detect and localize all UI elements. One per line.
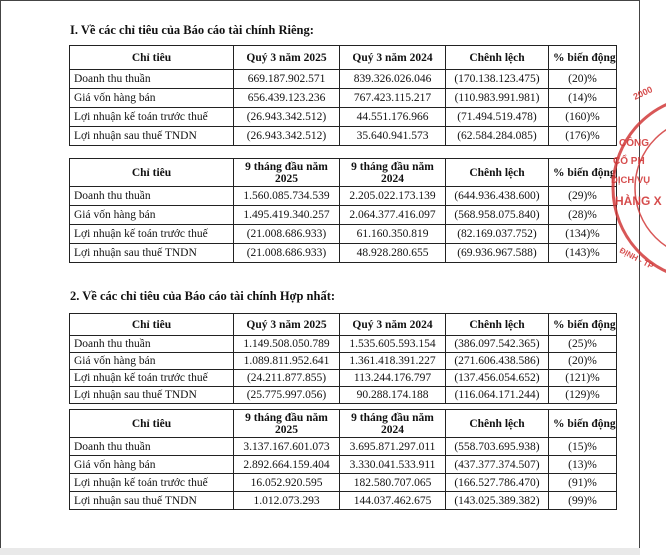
cell-current: (26.943.342.512) <box>234 127 340 146</box>
col-header-change: % biến động <box>549 159 617 187</box>
col-header-current: Quý 3 năm 2025 <box>234 46 340 70</box>
col-header-indicator: Chỉ tiêu <box>70 410 234 438</box>
row-label: Giá vốn hàng bán <box>70 456 234 474</box>
cell-prior: 3.330.041.533.911 <box>340 456 446 474</box>
table-row <box>70 89 617 108</box>
row-label: Lợi nhuận sau thuế TNDN <box>70 492 234 510</box>
cell-prior: 144.037.462.675 <box>340 492 446 510</box>
cell-difference: (143.025.389.382) <box>446 492 549 510</box>
cell-difference: (644.936.438.600) <box>446 187 549 206</box>
cell-current: 1.149.508.050.789 <box>234 336 340 353</box>
table-row <box>70 387 617 404</box>
col-header-indicator: Chỉ tiêu <box>70 159 234 187</box>
cell-difference: (437.377.374.507) <box>446 456 549 474</box>
row-label: Lợi nhuận sau thuế TNDN <box>70 244 234 263</box>
cell-change: (121)% <box>549 370 617 387</box>
table-row <box>70 70 617 89</box>
cell-current: 3.137.167.601.073 <box>234 438 340 456</box>
table-row <box>70 225 617 244</box>
col-header-prior: 9 tháng đầu năm 2024 <box>340 410 446 438</box>
cell-difference: (558.703.695.938) <box>446 438 549 456</box>
cell-prior: 61.160.350.819 <box>340 225 446 244</box>
cell-prior: 44.551.176.966 <box>340 108 446 127</box>
svg-text:HÀNG X: HÀNG X <box>615 194 662 208</box>
col-header-difference: Chênh lệch <box>446 46 549 70</box>
row-label: Doanh thu thuần <box>70 336 234 353</box>
cell-current: 1.560.085.734.539 <box>234 187 340 206</box>
table-row <box>70 456 617 474</box>
cell-change: (176)% <box>549 127 617 146</box>
cell-prior: 767.423.115.217 <box>340 89 446 108</box>
cell-current: 1.012.073.293 <box>234 492 340 510</box>
row-label: Lợi nhuận kế toán trước thuế <box>70 370 234 387</box>
row-label: Lợi nhuận sau thuế TNDN <box>70 127 234 146</box>
table-row <box>70 474 617 492</box>
cell-change: (15)% <box>549 438 617 456</box>
cell-prior: 1.361.418.391.227 <box>340 353 446 370</box>
section-2-title: 2. Về các chỉ tiêu của Báo cáo tài chính Hợp nhất: <box>70 289 336 303</box>
scan-edge <box>0 548 640 555</box>
cell-current: (21.008.686.933) <box>234 244 340 263</box>
cell-change: (20)% <box>549 353 617 370</box>
cell-current: 1.495.419.340.257 <box>234 206 340 225</box>
cell-change: (20)% <box>549 70 617 89</box>
cell-change: (143)% <box>549 244 617 263</box>
consolidated-q3-table <box>69 313 617 404</box>
col-header-current: 9 tháng đầu năm 2025 <box>234 410 340 438</box>
row-label: Doanh thu thuần <box>70 187 234 206</box>
col-header-change: % biến động <box>549 314 617 336</box>
svg-text:CỔ PH: CỔ PH <box>613 156 645 167</box>
cell-prior: 839.326.026.046 <box>340 70 446 89</box>
col-header-difference: Chênh lệch <box>446 159 549 187</box>
table-header-row <box>70 410 617 438</box>
table-row <box>70 492 617 510</box>
table-header-row <box>70 159 617 187</box>
cell-difference: (110.983.991.981) <box>446 89 549 108</box>
cell-change: (129)% <box>549 387 617 404</box>
row-label: Doanh thu thuần <box>70 438 234 456</box>
col-header-change: % biến động <box>549 46 617 70</box>
cell-difference: (568.958.075.840) <box>446 206 549 225</box>
row-label: Giá vốn hàng bán <box>70 353 234 370</box>
row-label: Giá vốn hàng bán <box>70 89 234 108</box>
cell-current: (25.775.997.056) <box>234 387 340 404</box>
cell-change: (13)% <box>549 456 617 474</box>
col-header-current: Quý 3 năm 2025 <box>234 314 340 336</box>
consolidated-9m-table <box>69 409 617 510</box>
cell-current: 656.439.123.236 <box>234 89 340 108</box>
cell-prior: 182.580.707.065 <box>340 474 446 492</box>
cell-difference: (271.606.438.586) <box>446 353 549 370</box>
cell-change: (134)% <box>549 225 617 244</box>
separate-9m-table <box>69 158 617 263</box>
svg-text:2000: 2000 <box>631 84 654 102</box>
cell-difference: (69.936.967.588) <box>446 244 549 263</box>
table-row <box>70 187 617 206</box>
cell-prior: 2.064.377.416.097 <box>340 206 446 225</box>
row-label: Giá vốn hàng bán <box>70 206 234 225</box>
col-header-difference: Chênh lệch <box>446 410 549 438</box>
cell-change: (28)% <box>549 206 617 225</box>
cell-current: 1.089.811.952.641 <box>234 353 340 370</box>
cell-current: (24.211.877.855) <box>234 370 340 387</box>
row-label: Lợi nhuận kế toán trước thuế <box>70 108 234 127</box>
row-label: Lợi nhuận sau thuế TNDN <box>70 387 234 404</box>
table-row <box>70 336 617 353</box>
table-row <box>70 108 617 127</box>
svg-text:DỊCH VỤ: DỊCH VỤ <box>611 175 651 186</box>
svg-text:ĐỊNH - TP: ĐỊNH - TP <box>618 245 655 272</box>
cell-difference: (386.097.542.365) <box>446 336 549 353</box>
cell-prior: 2.205.022.173.139 <box>340 187 446 206</box>
cell-difference: (137.456.054.652) <box>446 370 549 387</box>
cell-difference: (170.138.123.475) <box>446 70 549 89</box>
col-header-prior: Quý 3 năm 2024 <box>340 46 446 70</box>
col-header-difference: Chênh lệch <box>446 314 549 336</box>
table-row <box>70 127 617 146</box>
row-label: Lợi nhuận kế toán trước thuế <box>70 225 234 244</box>
cell-prior: 35.640.941.573 <box>340 127 446 146</box>
col-header-prior: 9 tháng đầu năm 2024 <box>340 159 446 187</box>
table-row <box>70 438 617 456</box>
table-header-row <box>70 46 617 70</box>
cell-current: (26.943.342.512) <box>234 108 340 127</box>
cell-current: 2.892.664.159.404 <box>234 456 340 474</box>
row-label: Doanh thu thuần <box>70 70 234 89</box>
separate-q3-table <box>69 45 617 146</box>
table-row <box>70 206 617 225</box>
col-header-current: 9 tháng đầu năm 2025 <box>234 159 340 187</box>
row-label: Lợi nhuận kế toán trước thuế <box>70 474 234 492</box>
cell-prior: 90.288.174.188 <box>340 387 446 404</box>
cell-change: (14)% <box>549 89 617 108</box>
cell-change: (160)% <box>549 108 617 127</box>
cell-difference: (71.494.519.478) <box>446 108 549 127</box>
svg-text:CÔNG: CÔNG <box>619 138 649 149</box>
cell-prior: 3.695.871.297.011 <box>340 438 446 456</box>
cell-change: (29)% <box>549 187 617 206</box>
col-header-indicator: Chỉ tiêu <box>70 46 234 70</box>
section-1-title: I. Về các chỉ tiêu của Báo cáo tài chính Riêng: <box>70 23 314 37</box>
cell-prior: 48.928.280.655 <box>340 244 446 263</box>
cell-difference: (62.584.284.085) <box>446 127 549 146</box>
cell-difference: (82.169.037.752) <box>446 225 549 244</box>
cell-change: (91)% <box>549 474 617 492</box>
cell-current: (21.008.686.933) <box>234 225 340 244</box>
cell-change: (99)% <box>549 492 617 510</box>
table-header-row <box>70 314 617 336</box>
cell-difference: (166.527.786.470) <box>446 474 549 492</box>
table-row <box>70 353 617 370</box>
table-row <box>70 370 617 387</box>
col-header-prior: Quý 3 năm 2024 <box>340 314 446 336</box>
cell-prior: 113.244.176.797 <box>340 370 446 387</box>
cell-prior: 1.535.605.593.154 <box>340 336 446 353</box>
cell-change: (25)% <box>549 336 617 353</box>
cell-difference: (116.064.171.244) <box>446 387 549 404</box>
col-header-indicator: Chỉ tiêu <box>70 314 234 336</box>
table-row <box>70 244 617 263</box>
cell-current: 669.187.902.571 <box>234 70 340 89</box>
cell-current: 16.052.920.595 <box>234 474 340 492</box>
col-header-change: % biến động <box>549 410 617 438</box>
